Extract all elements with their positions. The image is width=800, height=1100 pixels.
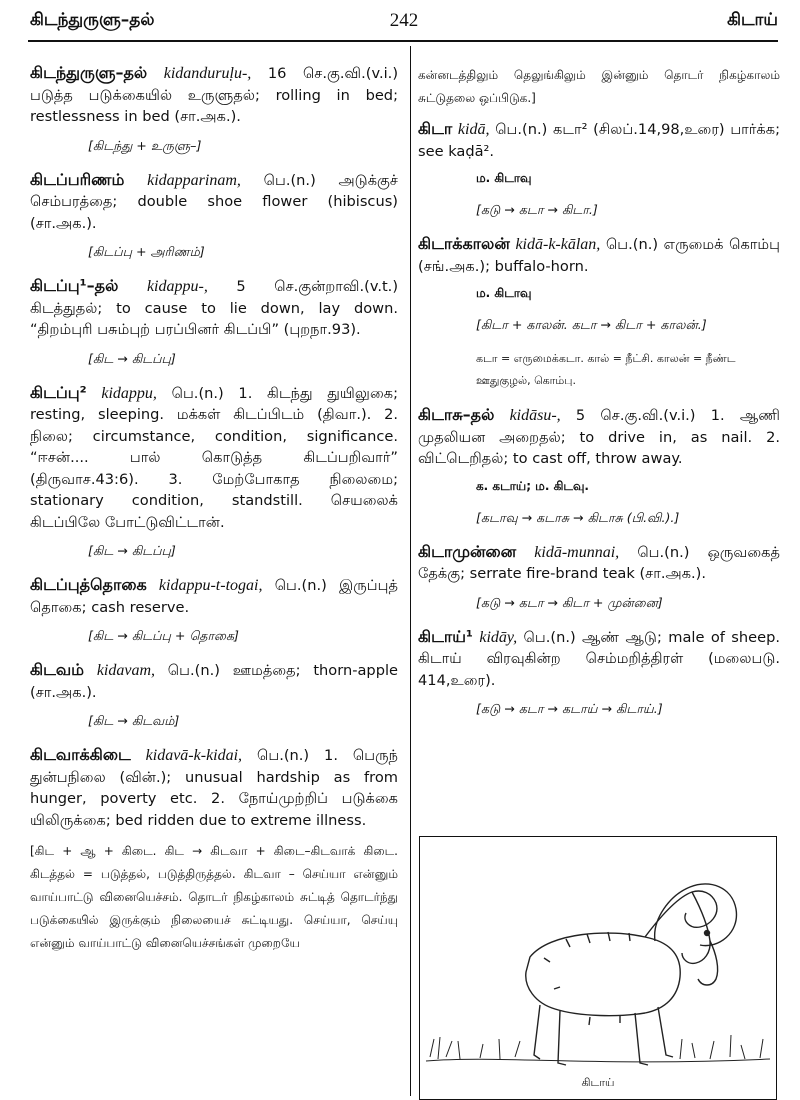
etymology: [கிடந்து + உருளு–] <box>88 137 202 153</box>
definition: பெ.(n.) 1. பெருந் துன்பநிலை (வின்.); unusual hardship as from hunger, poverty etc. 2. நோய்முற்றிப் படுக்கை யிலிருக்கை; bed ridden due to extreme illness. <box>30 747 398 829</box>
etymology: [கிட → கிடவம்] <box>88 713 180 728</box>
definition: பெ.(n.) இருப்புத் தொகை; cash reserve. <box>30 577 399 616</box>
headword: கிடாசு–தல் <box>418 405 495 424</box>
definition: பெ.(n.) ஒருவகைத் தேக்கு; serrate fire-brand teak (சா.அக.). <box>418 543 780 582</box>
transliteration: kidappu-t-togai, <box>158 577 263 594</box>
headword: கிடப்பரிணம் <box>30 169 125 189</box>
headword: கிடாமுன்னை <box>418 541 517 561</box>
transliteration: kidā, <box>457 121 490 138</box>
column-divider <box>410 46 411 1096</box>
dictionary-entry <box>418 118 780 219</box>
transliteration: kidāy, <box>479 628 518 646</box>
headword: கிடந்துருளு–தல் <box>30 63 148 82</box>
dictionary-entry <box>30 382 398 561</box>
header-rule <box>28 40 778 42</box>
headword: கிடாய்¹ <box>418 626 473 646</box>
continued-note: கன்னடத்திலும் தெலுங்கிலும் இன்னும் தொடர் நிகழ்காலம் சுட்டுதலை ஒப்பிடுக.] <box>418 68 780 105</box>
definition: பெ.(n.) எருமைக் கொம்பு (சங்.அக.); buffalo-horn. <box>418 236 781 275</box>
dictionary-entry <box>30 62 398 155</box>
headword: கிடப்பு² <box>30 382 87 402</box>
transliteration: kidavam, <box>96 662 156 679</box>
definition: 16 செ.கு.வி.(v.i.) படுத்த படுக்கையில் உருளுதல்; rolling in bed; restlessness in bed (சா.அக.). <box>30 65 399 125</box>
transliteration: kidapparinam, <box>147 171 241 189</box>
explanation-note: கடா = எருமைக்கடா. கால் = நீட்சி. காலன் = நீண்ட ஊதுகுழல், கொம்பு. <box>476 352 736 387</box>
dictionary-entry <box>30 275 398 368</box>
transliteration: kidappu-, <box>146 278 208 295</box>
dictionary-entry <box>30 744 398 831</box>
definition: பெ.(n.) கடா² (சிலப்.14,98,உரை) பார்க்க; see kaḍā². <box>418 121 781 160</box>
headword: கிடாக்காலன் <box>418 234 510 253</box>
transliteration: kidā-munnai, <box>534 543 620 561</box>
header-left-guideword: கிடந்துருளு–தல் <box>30 10 155 30</box>
headword: கிடவம் <box>30 660 85 679</box>
transliteration: kidā-k-kālan, <box>515 236 601 253</box>
transliteration: kidāsu-, <box>509 407 561 424</box>
dictionary-entry <box>30 659 398 730</box>
transliteration: kidanduruḷu-, <box>163 65 252 82</box>
header-right-guideword: கிடாய் <box>727 10 778 30</box>
left-column <box>30 62 398 963</box>
headword: கிடவாக்கிடை <box>30 745 131 764</box>
etymology: [கிட → கிடப்பு] <box>88 543 176 558</box>
dictionary-entry <box>30 169 398 262</box>
dictionary-entry <box>418 626 780 719</box>
dictionary-entry <box>418 233 780 392</box>
definition: 5 செ.குன்றாவி.(v.t.) கிடத்துதல்; to cause to lie down, lay down. “திறம்புரி பசும்புற் பரப்பினர் கிடப்பி” (புறநா.93). <box>30 278 399 338</box>
etymology: [கிடா + காலன். கடா → கிடா + காலன்.] <box>476 317 707 332</box>
cognates: க. கடாய்; ம. கிடவு. <box>476 478 589 493</box>
dictionary-entry <box>418 541 780 612</box>
definition: 5 செ.கு.வி.(v.i.) 1. ஆணி முதலியன அறைதல்; to drive in, as nail. 2. விட்டெறிதல்; to cast off, throw away. <box>418 407 781 467</box>
definition: பெ.(n.) 1. கிடந்து துயிலுகை; resting, sleeping. மக்கள் கிடப்பிடம் (திவா.). 2. நிலை; circumstance, condition, significance. “ஈசன்.... பால் கொடுத்த கிடப்பறிவார்” (திருவாச.43:6). 3. மேற்போகாத நிலைமை; stationary condition, standstill. செயலைக் கிடப்பிலே போட்டுவிட்டான். <box>30 384 399 531</box>
definition: பெ.(n.) அடுக்குச் செம்பரத்தை; double shoe flower (hibiscus) (சா.அக.). <box>30 171 399 232</box>
headword: கிடப்புத்தொகை <box>30 575 147 594</box>
etymology: [கடு → கடா → கடாய் → கிடாய்.] <box>476 701 663 716</box>
etymology-note: [கிட + ஆ + கிடை. கிட → கிடவா + கிடை–கிடவாக் கிடை. கிடத்தல் = படுத்தல், படுத்திருத்தல். கிடவா – செய்யா என்னும் வாய்பாட்டு வினையெச்சம். தொடர் நிகழ்காலம் சுட்டித் தொடர்ந்து படுக்கையில் இருக்கும் நிலையைச் சுட்டியது. செய்யா, செய்யு என்னும் வாய்பாட்டு வினையெச்சங்கள் முறையே <box>30 844 398 950</box>
headword: கிடப்பு¹–தல் <box>30 276 119 295</box>
transliteration: kidappu, <box>101 384 157 402</box>
figure-caption: கிடாய் <box>581 1076 615 1089</box>
ram-drawing <box>420 837 776 1099</box>
dictionary-entry <box>418 404 780 527</box>
definition: பெ.(n.) ஆண் ஆடு; male of sheep. கிடாய் விரவுகின்ற செம்மறித்திரள் (மலைபடு. 414,உரை). <box>418 628 781 689</box>
etymology: [கிட → கிடப்பு] <box>88 350 176 366</box>
dictionary-entry <box>30 574 398 645</box>
cognates: ம. கிடாவு <box>476 286 532 300</box>
etymology: [கிட → கிடப்பு + தொகை] <box>88 628 239 643</box>
etymology: [கிடப்பு + அரிணம்] <box>88 244 205 259</box>
ram-illustration <box>419 836 777 1100</box>
etymology: [கடாவு → கடாசு → கிடாசு (பி.வி.).] <box>476 509 680 525</box>
definition: பெ.(n.) ஊமத்தை; thorn-apple (சா.அக.). <box>30 662 398 701</box>
page-header <box>30 8 778 38</box>
etymology: [கடு → கடா → கிடா + முன்னை] <box>476 594 663 610</box>
page-number: 242 <box>389 10 419 31</box>
transliteration: kidavā-k-kidai, <box>145 747 243 764</box>
right-column <box>418 64 780 732</box>
cognates: ம. கிடாவு <box>476 171 532 185</box>
headword: கிடா <box>418 119 453 138</box>
etymology: [கடு → கடா → கிடா.] <box>476 202 598 217</box>
